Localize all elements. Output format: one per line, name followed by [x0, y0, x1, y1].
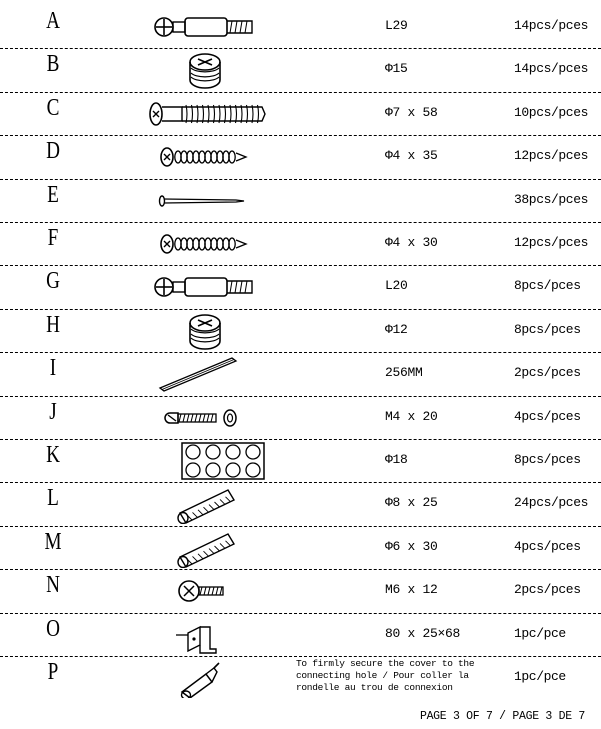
part-quantity: 8pcs/pces — [514, 321, 581, 337]
part-letter: E — [47, 181, 59, 208]
part-letter: N — [46, 572, 60, 599]
part-quantity: 38pcs/pces — [514, 191, 589, 207]
wood-screw-icon — [140, 224, 270, 264]
part-quantity: 4pcs/pces — [514, 408, 581, 424]
part-quantity: 1pc/pce — [514, 625, 566, 641]
part-row-c — [0, 93, 601, 136]
wood-screw-icon — [140, 137, 270, 177]
rod-icon — [140, 354, 270, 394]
part-row-i — [0, 353, 601, 396]
part-size: L29 — [385, 18, 408, 33]
part-size: Φ18 — [385, 452, 408, 467]
wood-dowel-icon — [140, 528, 270, 568]
part-size: 256MM — [385, 365, 423, 381]
part-row-l — [0, 483, 601, 526]
part-quantity: 12pcs/pces — [514, 148, 589, 164]
part-row-g — [0, 266, 601, 309]
part-size: Φ6 x 30 — [385, 538, 438, 554]
cam-bolt-icon — [140, 7, 270, 47]
part-letter: I — [49, 355, 57, 382]
wood-dowel-icon — [140, 484, 270, 524]
part-row-b — [0, 49, 601, 92]
part-letter: H — [46, 311, 60, 338]
part-letter: G — [46, 268, 60, 295]
part-row-e — [0, 180, 601, 223]
part-size: Φ4 x 35 — [385, 148, 438, 164]
part-row-d — [0, 136, 601, 179]
part-quantity: 24pcs/pces — [514, 495, 589, 511]
part-letter: M — [44, 528, 62, 555]
part-row-a — [0, 6, 601, 49]
part-quantity: 8pcs/pces — [514, 278, 581, 294]
part-letter: F — [47, 225, 59, 251]
part-row-j — [0, 397, 601, 440]
part-letter: D — [46, 138, 60, 165]
part-quantity: 12pcs/pces — [514, 235, 589, 250]
cam-lock-icon — [140, 311, 270, 351]
part-letter: A — [46, 8, 60, 34]
part-row-p — [0, 657, 601, 700]
bolt-icon — [140, 571, 270, 611]
part-row-n — [0, 570, 601, 613]
l-bracket-icon — [140, 615, 270, 655]
part-letter: O — [46, 615, 60, 642]
part-row-k — [0, 440, 601, 483]
part-letter: P — [47, 659, 59, 685]
part-letter: L — [47, 485, 59, 512]
part-letter: J — [49, 398, 57, 425]
usage-note: To firmly secure the cover to the connecting hole / Pour coller la rondelle au trou de connexion — [296, 658, 475, 693]
part-letter: C — [46, 94, 60, 121]
part-quantity: 2pcs/pces — [514, 582, 581, 598]
part-size: Φ7 x 58 — [385, 104, 438, 120]
page-number: PAGE 3 OF 7 / PAGE 3 DE 7 — [419, 710, 585, 723]
glue-bottle-icon — [140, 658, 270, 698]
part-quantity: 1pc/pce — [514, 669, 566, 684]
part-size: Φ4 x 30 — [385, 235, 438, 250]
part-size: Φ8 x 25 — [385, 495, 438, 511]
machine-screw-washer-icon — [140, 398, 270, 438]
cam-lock-icon — [140, 50, 270, 90]
part-letter: B — [46, 51, 60, 78]
part-size: M4 x 20 — [385, 408, 438, 424]
part-size: 80 x 25×68 — [385, 625, 461, 641]
part-row-h — [0, 310, 601, 353]
part-quantity: 14pcs/pces — [514, 18, 589, 33]
part-row-o — [0, 614, 601, 657]
part-quantity: 2pcs/pces — [514, 365, 581, 381]
part-quantity: 10pcs/pces — [514, 104, 589, 120]
cam-bolt-icon — [140, 267, 270, 307]
part-size: L20 — [385, 278, 408, 294]
part-letter: K — [46, 442, 60, 468]
cover-caps-sheet-icon — [140, 441, 270, 481]
nail-icon — [140, 181, 270, 221]
part-row-f — [0, 223, 601, 266]
part-quantity: 14pcs/pces — [514, 61, 589, 77]
connector-screw-icon — [140, 94, 270, 134]
part-quantity: 4pcs/pces — [514, 538, 581, 554]
part-size: M6 x 12 — [385, 582, 438, 598]
part-size: Φ12 — [385, 321, 408, 337]
part-quantity: 8pcs/pces — [514, 452, 581, 467]
part-row-m — [0, 527, 601, 570]
part-size: Φ15 — [385, 61, 408, 77]
